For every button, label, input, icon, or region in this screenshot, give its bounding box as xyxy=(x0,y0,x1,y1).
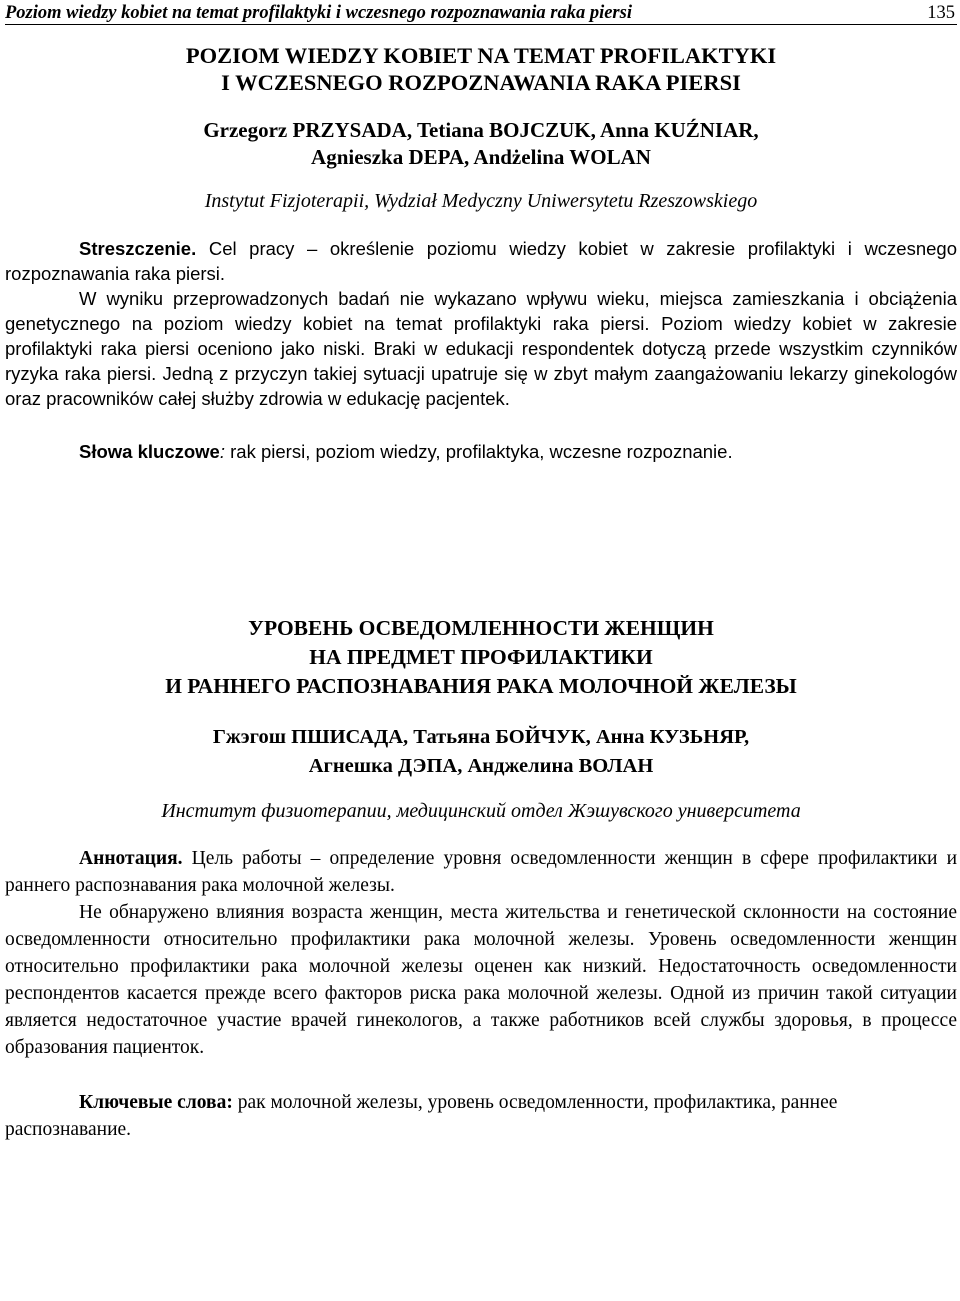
abstract-pl-label: Streszczenie. xyxy=(79,238,197,259)
authors-pl xyxy=(5,117,957,171)
abstract-pl xyxy=(5,236,957,411)
affiliation-pl: Instytut Fizjoterapii, Wydział Medyczny Uniwersytetu Rzeszowskiego xyxy=(204,190,758,212)
abstract-pl-paragraph-1 xyxy=(5,236,957,286)
authors-ru-line-2: Агнешка ДЭПА, Анджелина ВОЛАН xyxy=(308,755,654,777)
keywords-ru xyxy=(5,1089,957,1143)
title-ru-line-2: НА ПРЕДМЕТ ПРОФИЛАКТИКИ xyxy=(309,645,653,669)
authors-ru-line-1: Гжэгош ПШИСАДА, Татьяна БОЙЧУК, Анна КУЗЬНЯР, xyxy=(212,726,750,748)
article-title-ru xyxy=(5,614,957,701)
abstract-ru-label: Аннотация. xyxy=(79,848,183,869)
title-pl-line-1: POZIOM WIEDZY KOBIET NA TEMAT PROFILAKTYKI xyxy=(185,43,777,68)
abstract-pl-text-1: Cel pracy – określenie poziomu wiedzy kobiet w zakresie profilaktyki i wczesnego rozpoznawania raka piersi. xyxy=(5,238,958,284)
title-ru-line-3: И РАННЕГО РАСПОЗНАВАНИЯ РАКА МОЛОЧНОЙ ЖЕЛЕЗЫ xyxy=(165,674,797,698)
keywords-ru-text: рак молочной железы, уровень осведомленности, профилактика, раннее распознавание. xyxy=(5,1092,838,1140)
authors-pl-line-2: Agnieszka DEPA, Andżelina WOLAN xyxy=(311,145,651,169)
article-title-pl xyxy=(5,42,957,96)
affiliation-ru: Институт физиотерапии, медицинский отдел Жэшувского университета xyxy=(161,800,801,822)
abstract-ru-paragraph-2: Не обнаружено влияния возраста женщин, места жительства и генетической склонности на состояние осведомленности относительно профилактики рака молочной железы. Уровень осведомленности женщин относительно профилактики рака молочной железы оценен как низкий. Недостаточность осведомленности респондентов касается прежде всего факторов риска рака молочной железы. Одной из причин такой ситуации является недостаточное участие врачей гинекологов, а также работников всей службы здоровья, в процессе образования пациенток. xyxy=(5,902,957,1058)
title-pl-line-2: I WCZESNEGO ROZPOZNAWANIA RAKA PIERSI xyxy=(221,70,741,95)
authors-ru xyxy=(5,723,957,781)
keywords-pl-colon: : xyxy=(219,441,225,462)
keywords-pl xyxy=(5,439,957,464)
abstract-ru-paragraph-1 xyxy=(5,845,957,899)
abstract-pl-paragraph-2: W wyniku przeprowadzonych badań nie wykazano wpływu wieku, miejsca zamieszkania i obciążenia genetycznego na poziom wiedzy kobiet na temat profilaktyki raka piersi. Poziom wiedzy kobiet w zakresie profilaktyki raka piersi oceniono jako niski. Braki w edukacji respondentek dotyczą przede wszystkim czynników ryzyka raka piersi. Jedną z przyczyn takiej sytuacji upatruje się w zbyt małym zaangażowaniu lekarzy ginekologów oraz pracowników całej służby zdrowia w edukację pacjentek. xyxy=(5,288,957,409)
title-ru-line-1: УРОВЕНЬ ОСВЕДОМЛЕННОСТИ ЖЕНЩИН xyxy=(248,616,714,640)
page-number: 135 xyxy=(927,3,955,23)
keywords-pl-text: rak piersi, poziom wiedzy, profilaktyka, wczesne rozpoznanie. xyxy=(230,441,733,462)
abstract-ru xyxy=(5,845,957,1061)
authors-pl-line-1: Grzegorz PRZYSADA, Tetiana BOJCZUK, Anna KUŹNIAR, xyxy=(203,118,759,142)
abstract-ru-text-1: Цель работы – определение уровня осведомленности женщин в сфере профилактики и раннего распознавания рака молочной железы. xyxy=(5,848,958,896)
running-header xyxy=(5,0,957,25)
keywords-ru-label: Ключевые слова: xyxy=(79,1092,233,1113)
keywords-pl-label: Słowa kluczowe xyxy=(79,441,220,462)
running-title: Poziom wiedzy kobiet na temat profilaktyki i wczesnego rozpoznawania raka piersi xyxy=(5,3,632,23)
